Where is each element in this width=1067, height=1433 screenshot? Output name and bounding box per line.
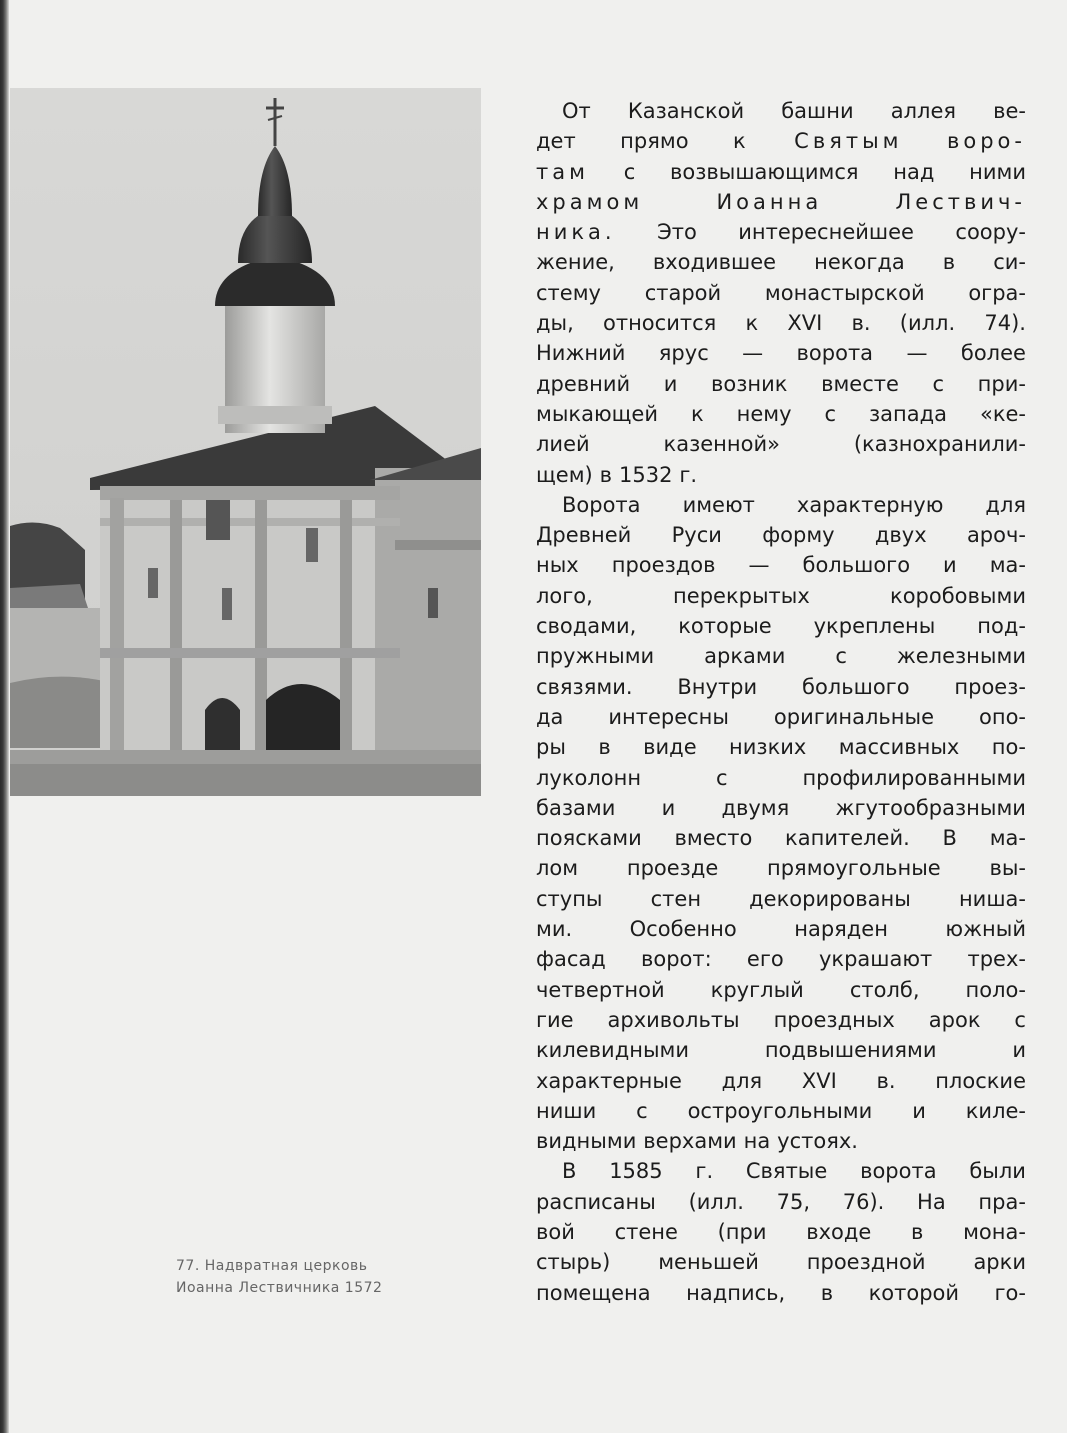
text-line: четвертной круглый столб, поло- xyxy=(536,977,1026,1002)
text-line: От Казанской башни аллея ве- xyxy=(562,99,1026,123)
text-line: стырь) меньшей проездной арки xyxy=(536,1250,1026,1275)
text-line: килевидными подвышениями и xyxy=(536,1038,1026,1063)
text-line: да интересны оригинальные опо- xyxy=(536,704,1026,729)
text-line: там с возвышающимся над ними xyxy=(536,159,1026,184)
text-line: лией казенной» (казнохранили- xyxy=(536,432,1026,457)
text-line: ных проездов — большого и ма- xyxy=(536,553,1026,578)
text-line: вой стене (при входе в мона- xyxy=(536,1219,1026,1244)
text-line: храмом Иоанна Лествич- xyxy=(536,189,1026,214)
text-line: жение, входившее некогда в си- xyxy=(536,250,1026,275)
text-line: ры в виде низких массивных по- xyxy=(536,735,1026,760)
text-line: Нижний ярус — ворота — более xyxy=(536,341,1026,366)
text-line: расписаны (илл. 75, 76). На пра- xyxy=(536,1189,1026,1214)
caption-line: Иоанна Лествичника 1572 xyxy=(176,1280,383,1296)
text-line: связями. Внутри большого проез- xyxy=(536,674,1026,699)
text-line: В 1585 г. Святые ворота были xyxy=(562,1159,1026,1184)
text-line: ниши с остроугольными и киле- xyxy=(536,1098,1026,1123)
text-line: Древней Руси форму двух aроч- xyxy=(536,523,1026,548)
text-line: ды, относится к XVI в. (илл. 74). xyxy=(536,311,1026,336)
text-line: стему старой монастырской огра- xyxy=(536,280,1026,305)
text-line: лого, перекрытых коробовыми xyxy=(536,583,1026,608)
text-line: мыкающей к нему с запада «ке- xyxy=(536,401,1026,426)
text-line: лом проезде прямоугольные вы- xyxy=(536,856,1026,881)
text-line: гие архивольты проездных арок с xyxy=(536,1007,1026,1032)
paragraph xyxy=(536,96,1026,490)
text-line: ступы стен декорированы ниша- xyxy=(536,886,1026,911)
paragraph xyxy=(536,490,1026,1157)
text-line: дет прямо к Святым воро- xyxy=(536,129,1026,154)
text-line: помещена надпись, в которой го- xyxy=(536,1280,1026,1305)
paragraph xyxy=(536,1156,1026,1307)
text-line: щем) в 1532 г. xyxy=(536,462,698,487)
text-line: поясками вместо капителей. В ма- xyxy=(536,826,1026,851)
page-binding-edge xyxy=(0,0,9,1433)
text-line: ми. Особенно наряден южный xyxy=(536,917,1026,942)
figure-caption xyxy=(176,1255,476,1299)
text-line: луколонн с профилированными xyxy=(536,765,1026,790)
body-text-column xyxy=(536,96,1026,1308)
text-line: видными верхами на устоях. xyxy=(536,1129,858,1154)
text-line: ника. Это интереснейшее соору- xyxy=(536,220,1026,245)
church-photo xyxy=(10,88,481,796)
caption-line: 77. Надвратная церковь xyxy=(176,1258,368,1274)
text-line: базами и двумя жгутообразными xyxy=(536,795,1026,820)
text-line: фасад ворот: его украшают трех- xyxy=(536,947,1026,972)
text-line: сводами, которые укреплены под- xyxy=(536,614,1026,639)
text-line: Ворота имеют характерную для xyxy=(562,492,1026,517)
text-line: пружными арками с железными xyxy=(536,644,1026,669)
text-line: древний и возник вместе с при- xyxy=(536,371,1026,396)
text-line: характерные для XVI в. плоские xyxy=(536,1068,1026,1093)
